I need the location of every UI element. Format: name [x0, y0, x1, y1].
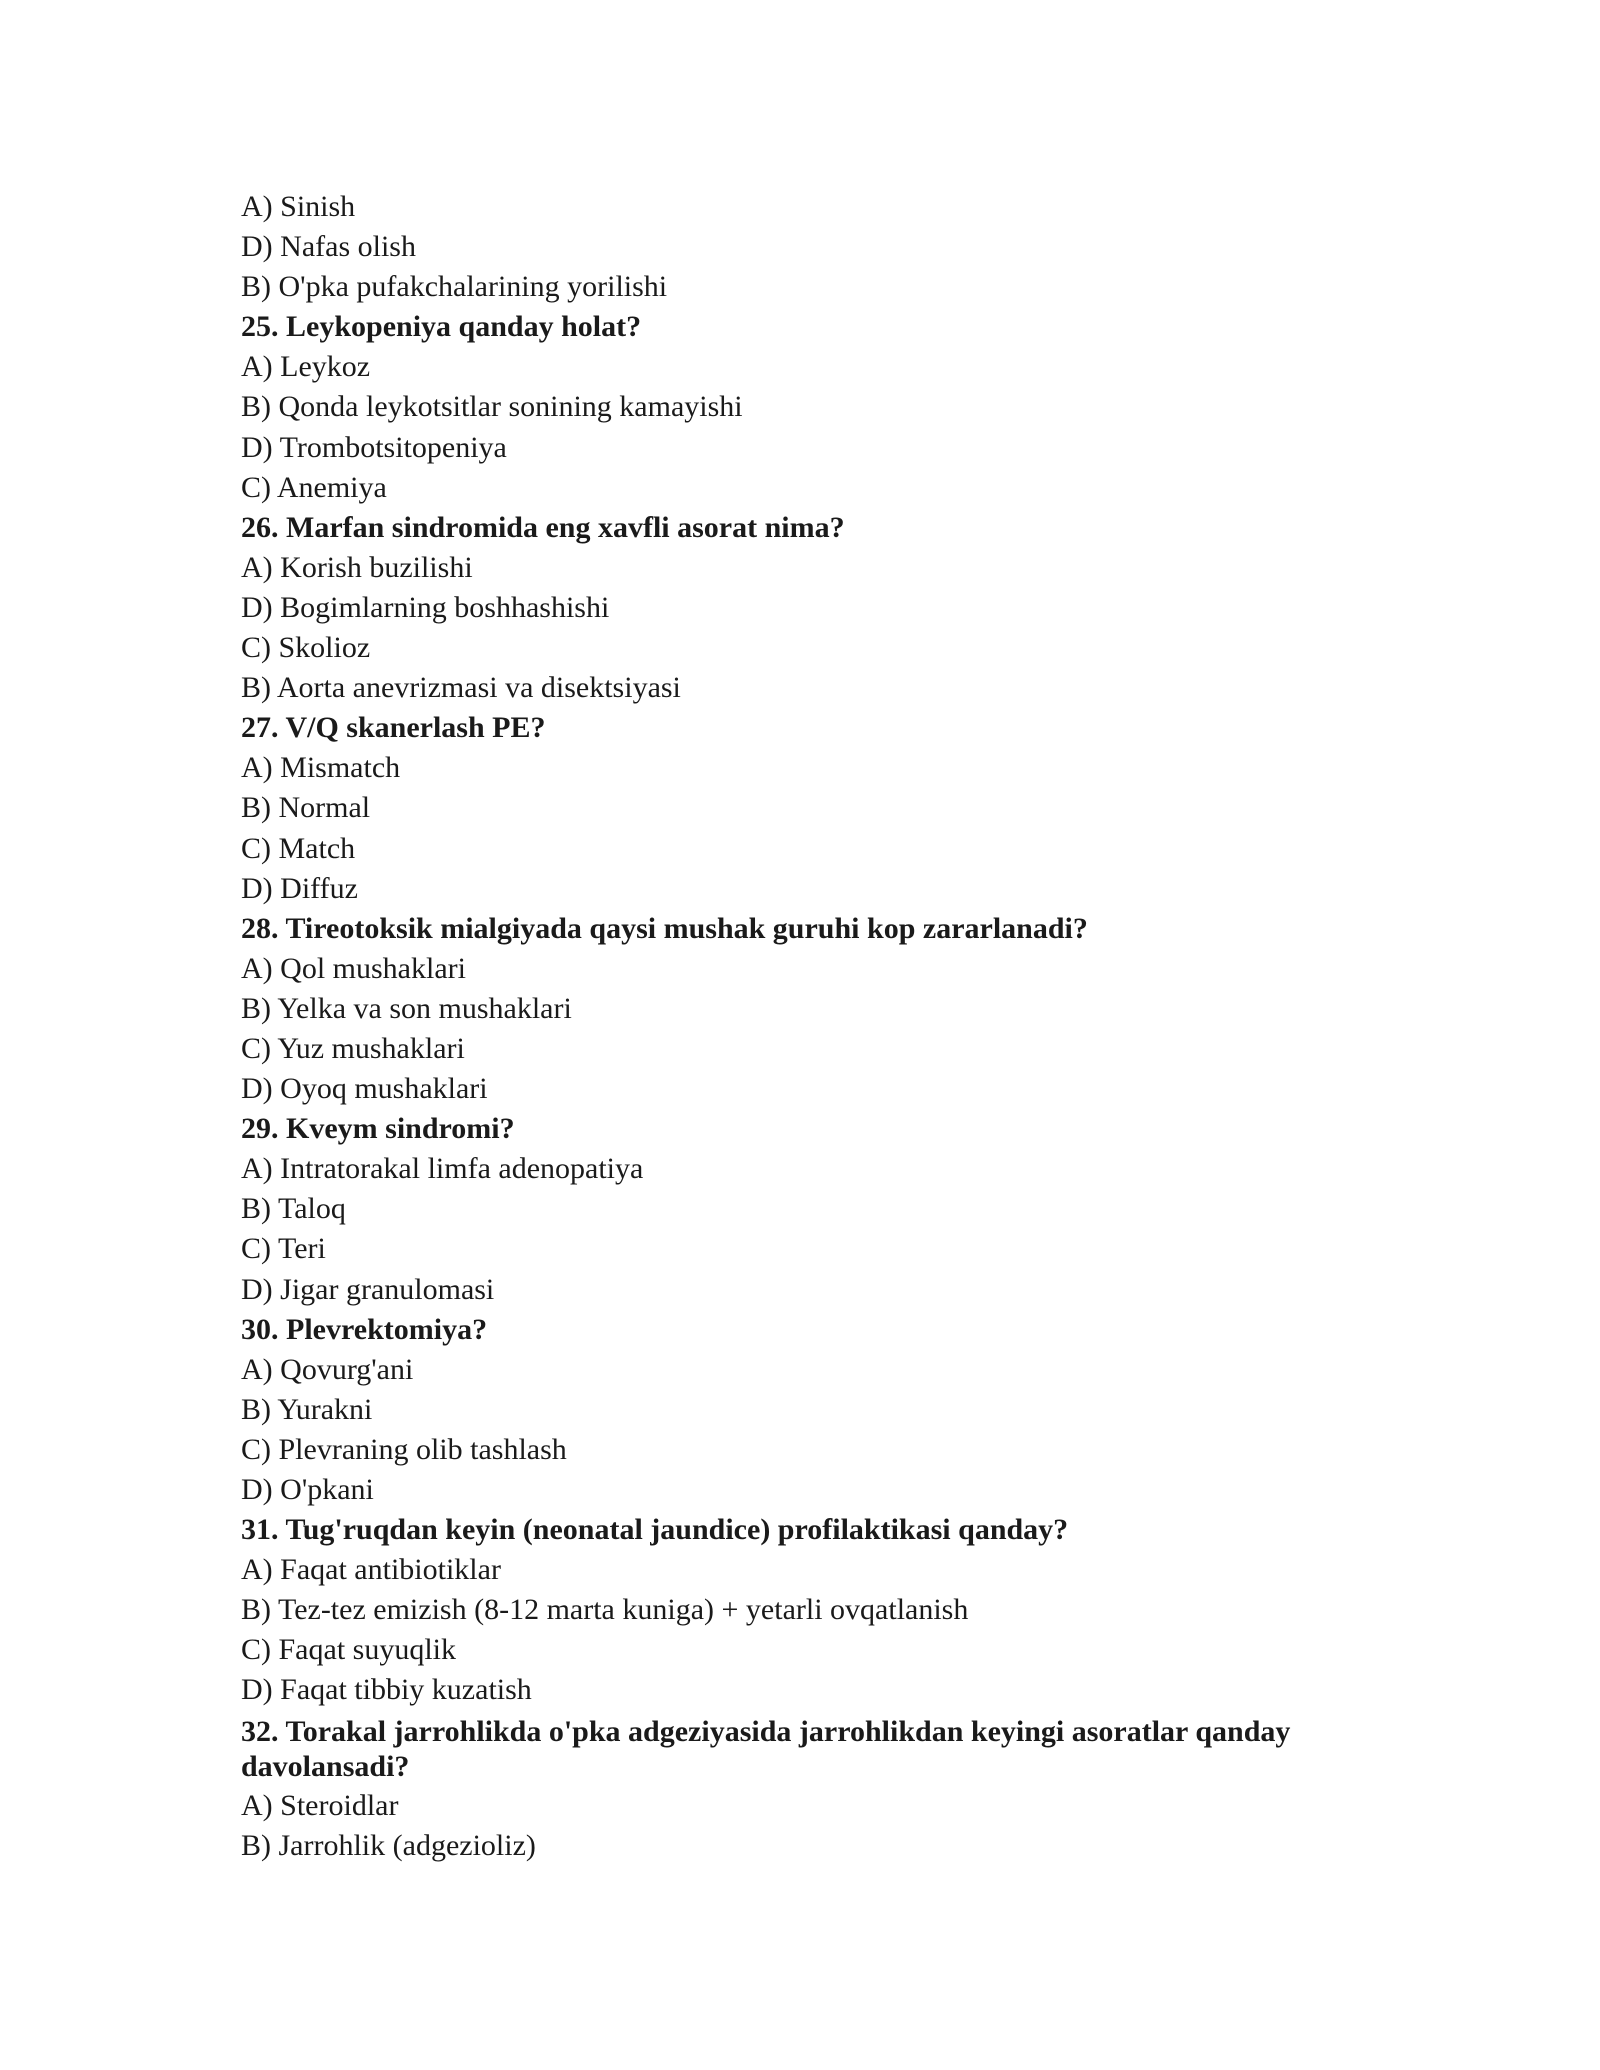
option-line: A) Qol mushaklari: [241, 951, 466, 985]
option-line: B) Aorta anevrizmasi va disektsiyasi: [241, 671, 681, 705]
option-line: D) Bogimlarning boshhashishi: [241, 590, 610, 624]
option-line: A) Intratorakal limfa adenopatiya: [241, 1152, 644, 1186]
option-line: C) Plevraning olib tashlash: [241, 1432, 567, 1466]
option-line: D) Nafas olish: [241, 230, 416, 264]
option-line: B) Yurakni: [241, 1392, 373, 1426]
option-line: C) Yuz mushaklari: [241, 1031, 465, 1065]
option-line: A) Sinish: [241, 190, 356, 223]
option-line: C) Anemiya: [241, 470, 387, 504]
option-line: B) Qonda leykotsitlar sonining kamayishi: [241, 390, 743, 424]
option-line: D) Faqat tibbiy kuzatish: [241, 1673, 532, 1707]
option-line: B) Taloq: [241, 1192, 346, 1226]
question-title: 28. Tireotoksik mialgiyada qaysi mushak guruhi kop zararlanadi?: [241, 911, 1088, 945]
question-title: 25. Leykopeniya qanday holat?: [241, 310, 642, 344]
option-line: B) Jarrohlik (adgezioliz): [241, 1828, 536, 1862]
question-title: 31. Tug'ruqdan keyin (neonatal jaundice) profilaktikasi qanday?: [241, 1513, 1069, 1547]
option-line: D) Jigar granulomasi: [241, 1272, 495, 1306]
question-title: 27. V/Q skanerlash PE?: [241, 711, 546, 745]
question-title: 30. Plevrektomiya?: [241, 1312, 488, 1346]
option-line: A) Steroidlar: [241, 1788, 399, 1822]
option-line: C) Match: [241, 831, 356, 865]
option-line: A) Mismatch: [241, 751, 401, 785]
option-line: D) Diffuz: [241, 871, 358, 905]
question-title: 32. Torakal jarrohlikda o'pka adgeziyasida jarrohlikdan keyingi asoratlar qanday davolansadi?: [241, 1714, 1291, 1783]
option-line: A) Leykoz: [241, 350, 371, 384]
option-line: A) Korish buzilishi: [241, 550, 473, 584]
option-line: A) Qovurg'ani: [241, 1352, 414, 1386]
option-line: B) Yelka va son mushaklari: [241, 991, 572, 1025]
question-title: 26. Marfan sindromida eng xavfli asorat nima?: [241, 510, 845, 544]
option-line: D) O'pkani: [241, 1473, 374, 1506]
option-line: C) Teri: [241, 1232, 326, 1266]
quiz-content: [241, 187, 1371, 1866]
option-line: C) Skolioz: [241, 631, 371, 665]
option-line: B) O'pka pufakchalarining yorilishi: [241, 270, 668, 304]
option-line: A) Faqat antibiotiklar: [241, 1553, 501, 1587]
option-line: D) Trombotsitopeniya: [241, 430, 507, 464]
option-line: C) Faqat suyuqlik: [241, 1633, 456, 1667]
option-line: B) Normal: [241, 791, 371, 825]
option-line: B) Tez-tez emizish (8-12 marta kuniga) + yetarli ovqatlanish: [241, 1593, 969, 1627]
question-title: 29. Kveym sindromi?: [241, 1112, 515, 1146]
option-line: D) Oyoq mushaklari: [241, 1072, 488, 1106]
